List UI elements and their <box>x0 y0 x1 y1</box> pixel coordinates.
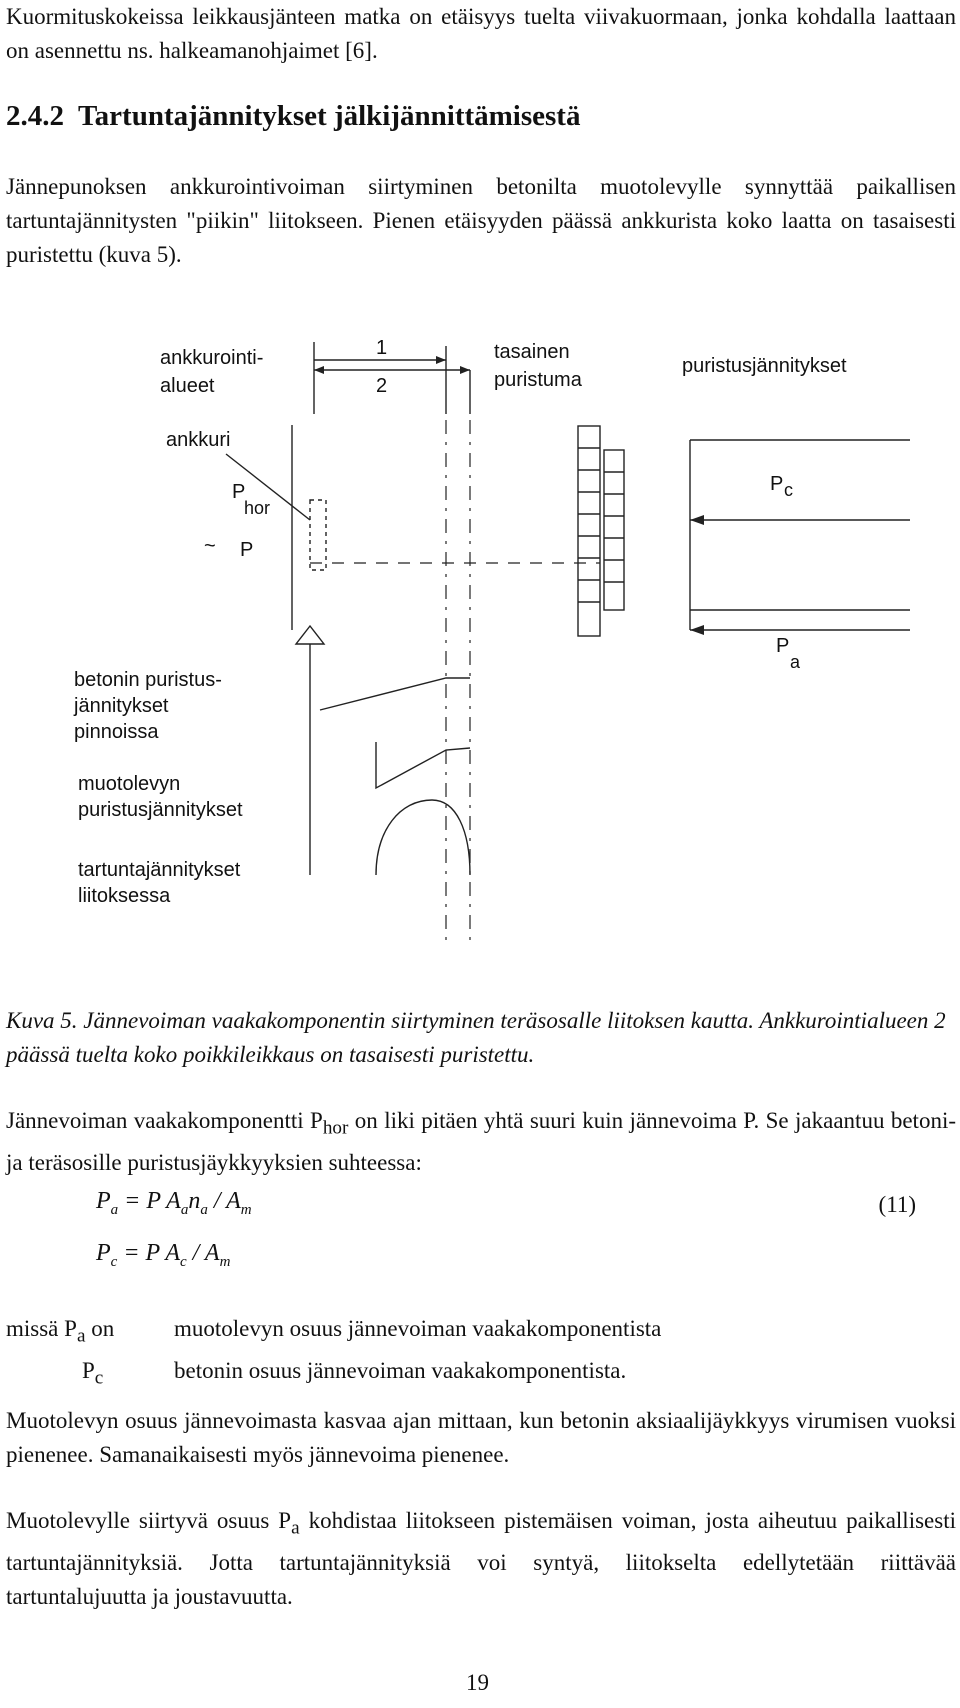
dim-arrow-3 <box>460 366 470 374</box>
label-pa-sub: a <box>790 652 801 672</box>
paragraph-2 <box>6 1104 956 1180</box>
section-paragraph: Jännepunoksen ankkurointivoiman siirtyminen betonilta muotolevylle synnyttää paikallisen tartuntajännitysten "piikin" liitokseen. Pienen etäisyyden päässä ankkurista koko laatta on tasaisesti puristettu (kuva 5). <box>6 174 956 267</box>
uniform-stress-block-right <box>604 450 624 610</box>
uniform-stress-block-left <box>578 426 600 636</box>
dim-arrow-1 <box>436 356 446 364</box>
section-number: 2.4.2 <box>6 100 64 132</box>
para2-sub: hor <box>322 1117 349 1139</box>
pa-arrow-head <box>690 625 704 635</box>
equation-number: (11) <box>878 1192 916 1217</box>
label-pc-sub: c <box>784 480 793 500</box>
definition-row: missä $P_a$ on muotolevyn osuus jännevoiman vaakakomponentista <box>6 1312 661 1354</box>
definition-desc: betonin osuus jännevoiman vaakakomponentista. <box>174 1357 627 1383</box>
label-hor-sub: hor <box>244 498 271 518</box>
pc-arrow-head <box>690 515 704 525</box>
bond-stress-curve <box>376 800 470 875</box>
label-anchor-areas-1: ankkurointi- <box>160 347 264 369</box>
label-uniform-1: tasainen <box>494 341 570 363</box>
label-anchor: ankkuri <box>166 429 231 451</box>
label-concrete-1: betonin puristus- <box>74 669 222 691</box>
label-anchor-areas-2: alueet <box>160 375 215 397</box>
intro-paragraph: Kuormituskokeissa leikkausjänteen matka on etäisyys tuelta viivakuormaan, jonka kohdalla laattaan on asennettu ns. halkeamanohjaimet [6]. <box>6 4 956 63</box>
label-p-hor: P <box>232 481 246 503</box>
equation-1: $P_a = P$ $A_an_a / A_m$ <box>96 1188 252 1218</box>
label-dim-2: 2 <box>376 375 388 397</box>
equation-2: $P_c = P$ $A_c / A_m$ <box>96 1240 231 1270</box>
label-tilde: ~ <box>204 535 216 557</box>
label-bond-2: liitoksessa <box>78 885 171 907</box>
section-title: Tartuntajännitykset jälkijännittämisestä <box>78 100 581 132</box>
label-bond-1: tartuntajännitykset <box>78 859 241 881</box>
dim-arrow-2 <box>314 366 324 374</box>
paragraph-4: Muotolevylle siirtyvä osuus $P_a$ kohdistaa liitokseen pistemäisen voiman, josta aiheutuu paikallisesti tartuntajännityksiä. Jotta tartuntajännityksiä voi syntyä, liitokselta edellytetään riittävää tartuntalujuutta ja joustavuutta. <box>6 1508 956 1609</box>
anchor-plate <box>310 500 326 570</box>
support-triangle <box>296 626 324 644</box>
label-compressive: puristusjännitykset <box>682 355 847 377</box>
figure-caption: Kuva 5. Jännevoiman vaakakomponentin siirtyminen teräsosalle liitoksen kautta. Ankkurointialueen 2 päässä tuelta koko poikkileikkaus on tasaisesti puristettu. <box>6 1008 946 1067</box>
para2-part-b: on liki pitäen yhtä suuri kuin jännevoima P. Se jakaantuu betoni- ja teräsosille puristusjäykkyyksien suhteessa: <box>6 1108 956 1175</box>
label-dim-1: 1 <box>376 337 388 359</box>
figure-5-diagram <box>0 330 960 950</box>
label-concrete-2: jännitykset <box>74 695 169 717</box>
page-number: 19 <box>466 1670 489 1695</box>
paragraph-3: Muotolevyn osuus jännevoimasta kasvaa ajan mittaan, kun betonin aksiaalijäykkyys virumisen vuoksi pienenee. Samanaikaisesti myös jännevoima pienenee. <box>6 1408 956 1467</box>
definition-desc: muotolevyn osuus jännevoiman vaakakomponentista <box>174 1316 662 1341</box>
label-p: P <box>240 539 254 561</box>
para2-part-a: Jännevoiman vaakakomponentti P <box>6 1108 323 1133</box>
definitions-list <box>6 1312 661 1395</box>
label-concrete-3: pinnoissa <box>74 721 159 743</box>
label-pc: P <box>770 473 784 495</box>
section-heading <box>6 100 580 133</box>
definition-row: $P_c$ betonin osuus jännevoiman vaakakomponentista. <box>6 1354 661 1396</box>
label-pa: P <box>776 635 790 657</box>
label-sheet-2: puristusjännitykset <box>78 799 243 821</box>
concrete-stress-curve <box>320 678 470 710</box>
label-sheet-1: muotolevyn <box>78 773 181 795</box>
label-uniform-2: puristuma <box>494 369 582 391</box>
sheet-stress-curve <box>376 742 470 788</box>
